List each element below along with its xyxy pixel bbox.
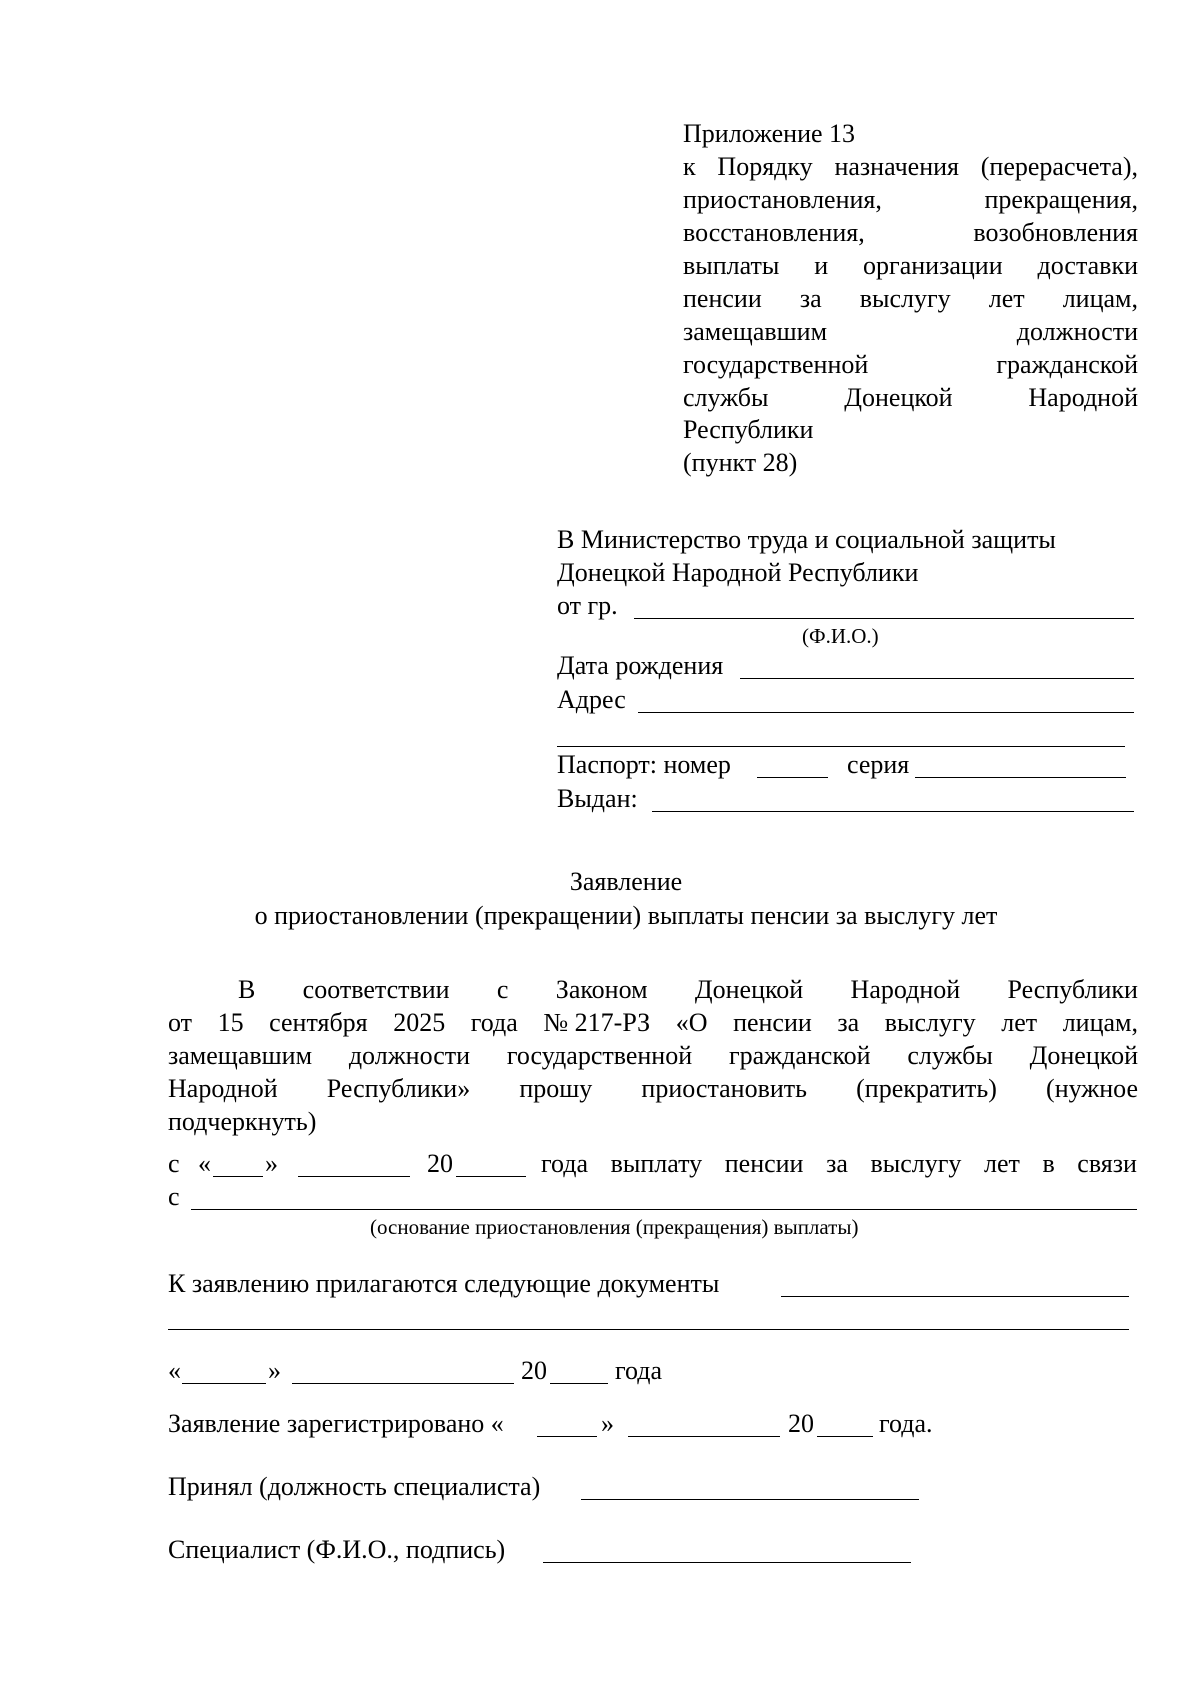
document-subtitle: о приостановлении (прекращении) выплаты пенсии за выслугу лет xyxy=(254,901,998,930)
appendix-line xyxy=(683,250,1138,282)
series-label: серия xyxy=(847,750,910,779)
appendix-word: лицам, xyxy=(1062,284,1138,313)
specialist-field[interactable] xyxy=(543,1562,911,1563)
body-word: пенсии xyxy=(733,1008,812,1037)
body-line2 xyxy=(168,1007,1138,1039)
appendix-word: (перерасчета), xyxy=(980,152,1138,181)
date-month-field[interactable] xyxy=(292,1383,514,1384)
body-word: (прекратить) xyxy=(856,1074,997,1103)
body-month-field[interactable] xyxy=(298,1176,410,1177)
accepted-label: Принял (должность специалиста) xyxy=(168,1472,541,1501)
body-word: прошу xyxy=(519,1074,593,1103)
specialist-label: Специалист (Ф.И.О., подпись) xyxy=(168,1535,506,1564)
registered-suffix: года. xyxy=(879,1409,933,1438)
attachments-field-line2[interactable] xyxy=(168,1329,1129,1330)
body-word: лет xyxy=(1001,1008,1038,1037)
appendix-word: доставки xyxy=(1037,251,1138,280)
appendix-title: Приложение 13 xyxy=(683,119,856,148)
body-word: государственной xyxy=(506,1041,693,1070)
body-word: 2025 xyxy=(393,1008,446,1037)
appendix-line xyxy=(683,151,1138,183)
body-line-6-tail: года выплату пенсии за выслугу лет в связи xyxy=(541,1149,1137,1178)
body-word: «О xyxy=(675,1008,708,1037)
appendix-word: замещавшим xyxy=(683,317,828,346)
body-year-prefix: 20 xyxy=(427,1149,453,1178)
appendix-word: Донецкой xyxy=(844,383,953,412)
appendix-word: организации xyxy=(863,251,1003,280)
issued-label: Выдан: xyxy=(557,784,638,813)
body-line-7-c: с xyxy=(168,1182,180,1211)
body-word: гражданской xyxy=(728,1041,871,1070)
date-suffix: года xyxy=(615,1356,663,1385)
body-word: Народной xyxy=(168,1074,278,1103)
date-year-field[interactable] xyxy=(550,1383,608,1384)
body-word: сентября xyxy=(269,1008,368,1037)
body-word: (нужное xyxy=(1046,1074,1138,1103)
appendix-point: (пункт 28) xyxy=(683,448,798,477)
body-word: должности xyxy=(348,1041,471,1070)
registered-quote-close: » xyxy=(601,1409,614,1438)
body-line4 xyxy=(168,1073,1138,1105)
appendix-line xyxy=(683,184,1138,216)
appendix-word: к xyxy=(683,152,696,181)
date-quote-close: » xyxy=(268,1356,281,1385)
appendix-line xyxy=(683,382,1138,414)
registered-year-prefix: 20 xyxy=(788,1409,814,1438)
appendix-word: возобновления xyxy=(973,218,1138,247)
body-word: В xyxy=(238,975,256,1004)
body-line-5: подчеркнуть) xyxy=(168,1107,317,1136)
document-title: Заявление xyxy=(569,867,683,896)
body-word: 15 xyxy=(217,1008,244,1037)
birth-date-field[interactable] xyxy=(740,678,1134,679)
body-line1 xyxy=(238,974,1138,1006)
body-word: соответствии xyxy=(302,975,450,1004)
basis-hint: (основание приостановления (прекращения) выплаты) xyxy=(370,1215,859,1239)
appendix-line xyxy=(683,349,1138,381)
body-word: выслугу xyxy=(884,1008,976,1037)
passport-label: Паспорт: номер xyxy=(557,750,731,779)
body-word: с xyxy=(496,975,509,1004)
address-label: Адрес xyxy=(557,685,626,714)
body-word: приостановить xyxy=(641,1074,807,1103)
body-word: Республики xyxy=(1007,975,1138,1004)
accepted-field[interactable] xyxy=(581,1499,919,1500)
appendix-word: Народной xyxy=(1028,383,1138,412)
appendix-word: выплаты xyxy=(683,251,780,280)
appendix-line xyxy=(683,316,1138,348)
body-word: Республики» xyxy=(326,1074,471,1103)
body-quote-open: « xyxy=(198,1149,211,1178)
registered-year-field[interactable] xyxy=(817,1436,873,1437)
registered-day-field[interactable] xyxy=(537,1436,597,1437)
appendix-word: должности xyxy=(1016,317,1138,346)
appendix-word: за xyxy=(799,284,822,313)
body-word: лицам, xyxy=(1062,1008,1138,1037)
body-word: замещавшим xyxy=(168,1041,313,1070)
fio-field[interactable] xyxy=(634,618,1134,619)
passport-number-field[interactable] xyxy=(757,777,828,778)
date-quote-open: « xyxy=(168,1356,181,1385)
appendix-word: назначения xyxy=(834,152,959,181)
body-word: Законом xyxy=(555,975,648,1004)
body-year-field[interactable] xyxy=(456,1176,526,1177)
appendix-word: прекращения, xyxy=(984,185,1138,214)
appendix-line xyxy=(683,283,1138,315)
date-year-prefix: 20 xyxy=(521,1356,547,1385)
appendix-word: выслугу xyxy=(859,284,951,313)
addressee-ministry: В Министерство труда и социальной защиты xyxy=(557,525,1056,554)
attachments-field[interactable] xyxy=(781,1296,1129,1297)
appendix-word: службы xyxy=(683,383,769,412)
from-label: от гр. xyxy=(557,591,618,620)
body-word: Донецкой xyxy=(1029,1041,1138,1070)
appendix-word: гражданской xyxy=(996,350,1138,379)
attachments-label: К заявлению прилагаются следующие документы xyxy=(168,1269,720,1298)
appendix-word: государственной xyxy=(683,350,869,379)
body-word: года xyxy=(470,1008,518,1037)
body-word: Донецкой xyxy=(694,975,804,1004)
appendix-word: и xyxy=(814,251,829,280)
body-line3 xyxy=(168,1040,1138,1072)
body-date-c: с xyxy=(168,1149,180,1178)
body-word: за xyxy=(837,1008,860,1037)
address-field-line2[interactable] xyxy=(557,746,1125,747)
body-word: службы xyxy=(907,1041,993,1070)
body-word: от xyxy=(168,1008,193,1037)
addressee-republic: Донецкой Народной Республики xyxy=(557,558,919,587)
appendix-word: лет xyxy=(988,284,1025,313)
registered-month-field[interactable] xyxy=(628,1436,780,1437)
appendix-republic: Республики xyxy=(683,415,814,444)
body-quote-close: » xyxy=(265,1149,278,1178)
body-day-field[interactable] xyxy=(213,1176,263,1177)
basis-field[interactable] xyxy=(191,1209,1137,1210)
appendix-line xyxy=(683,217,1138,249)
appendix-word: пенсии xyxy=(683,284,762,313)
appendix-word: Порядку xyxy=(717,152,813,181)
body-word: № 217-РЗ xyxy=(543,1008,651,1037)
passport-series-field[interactable] xyxy=(915,777,1126,778)
body-word: Народной xyxy=(850,975,961,1004)
registered-label: Заявление зарегистрировано « xyxy=(168,1409,504,1438)
appendix-word: приостановления, xyxy=(683,185,882,214)
birth-label: Дата рождения xyxy=(557,651,724,680)
appendix-word: восстановления, xyxy=(683,218,865,247)
issued-field[interactable] xyxy=(652,811,1134,812)
date-day-field[interactable] xyxy=(182,1383,266,1384)
fio-hint: (Ф.И.О.) xyxy=(802,624,879,648)
address-field[interactable] xyxy=(638,712,1134,713)
